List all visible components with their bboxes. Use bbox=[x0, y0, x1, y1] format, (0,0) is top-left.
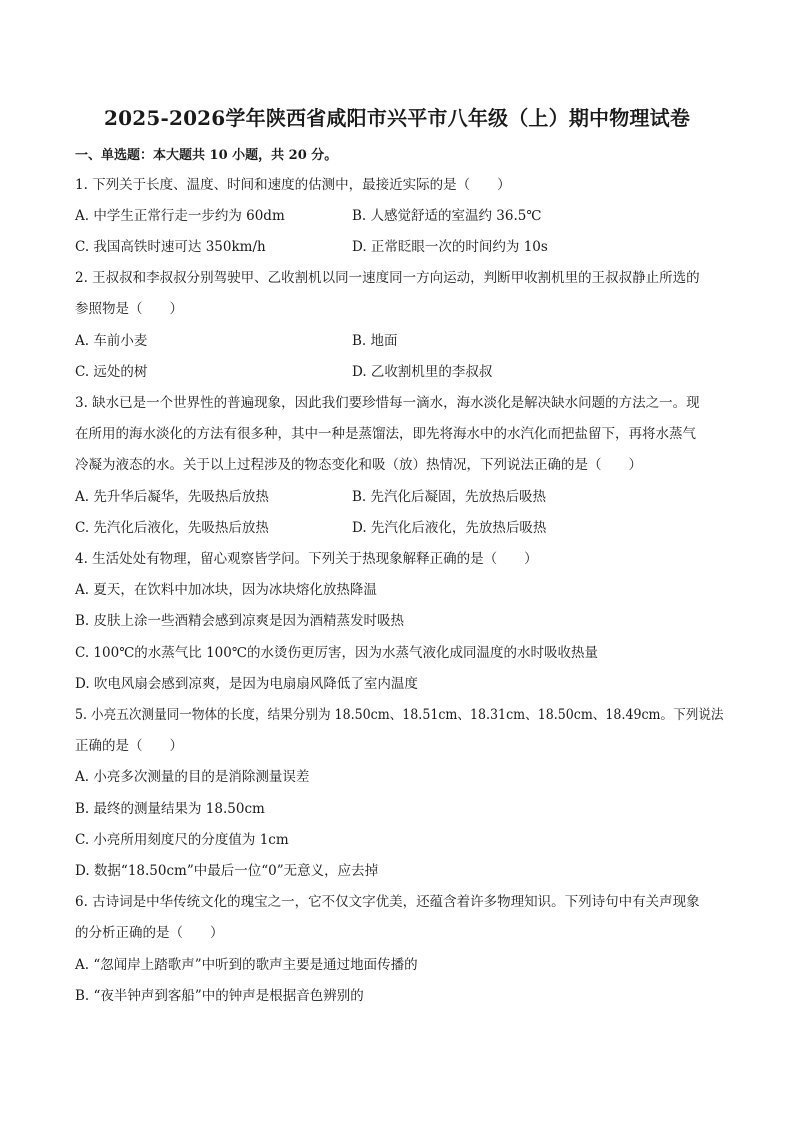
question-4-option-d: D. 吹电风扇会感到凉爽，是因为电扇扇风降低了室内温度 bbox=[75, 676, 418, 692]
question-5-option-d: D. 数据“18.50cm”中最后一位“0”无意义，应去掉 bbox=[75, 863, 379, 879]
question-1-option-d: D. 正常眨眼一次的时间约为 10s bbox=[352, 239, 548, 255]
question-5-stem-line-2: 正确的是（ ） bbox=[75, 738, 183, 754]
question-5-option-b: B. 最终的测量结果为 18.50cm bbox=[75, 801, 265, 817]
question-5-stem-line-1: 5. 小亮五次测量同一物体的长度，结果分别为 18.50cm、18.51cm、18.31cm、18.50cm、18.49cm。下列说法 bbox=[75, 707, 724, 723]
question-4-option-b: B. 皮肤上涂一些酒精会感到凉爽是因为酒精蒸发时吸热 bbox=[75, 613, 405, 629]
question-4-option-a: A. 夏天，在饮料中加冰块，因为冰块熔化放热降温 bbox=[75, 582, 377, 598]
question-1-stem: 1. 下列关于长度、温度、时间和速度的估测中，最接近实际的是（ ） bbox=[75, 177, 511, 193]
question-2-option-a: A. 车前小麦 bbox=[75, 333, 148, 349]
question-3-option-a: A. 先升华后凝华，先吸热后放热 bbox=[75, 489, 269, 505]
question-6-stem-line-2: 的分析正确的是（ ） bbox=[75, 925, 224, 941]
question-2-stem-line-1: 2. 王叔叔和李叔叔分别驾驶甲、乙收割机以同一速度同一方向运动，判断甲收割机里的王叔叔静止所选的 bbox=[75, 270, 700, 286]
question-4-option-c: C. 100℃的水蒸气比 100℃的水烫伤更厉害，因为水蒸气液化成同温度的水时吸收热量 bbox=[75, 645, 598, 661]
question-5-option-c: C. 小亮所用刻度尺的分度值为 1cm bbox=[75, 832, 289, 848]
question-3-stem-line-3: 冷凝为液态的水。关于以上过程涉及的物态变化和吸（放）热情况，下列说法正确的是（ ） bbox=[75, 457, 642, 473]
question-2-option-d: D. 乙收割机里的李叔叔 bbox=[352, 364, 493, 380]
question-2-option-c: C. 远处的树 bbox=[75, 364, 148, 380]
question-1-option-b: B. 人感觉舒适的室温约 36.5℃ bbox=[352, 208, 542, 224]
question-3-stem-line-2: 在所用的海水淡化的方法有很多种，其中一种是蒸馏法，即先将海水中的水汽化而把盐留下，再将水蒸气 bbox=[75, 426, 696, 442]
question-4-stem: 4. 生活处处有物理，留心观察皆学问。下列关于热现象解释正确的是（ ） bbox=[75, 551, 538, 567]
question-6-option-a: A. “忽闻岸上踏歌声”中听到的歌声主要是通过地面传播的 bbox=[75, 957, 418, 973]
question-3-option-d: D. 先汽化后液化，先放热后吸热 bbox=[352, 520, 547, 536]
question-6-stem-line-1: 6. 古诗词是中华传统文化的瑰宝之一，它不仅文字优美，还蕴含着许多物理知识。下列诗句中有关声现象 bbox=[75, 894, 700, 910]
exam-title: 2025-2026学年陕西省咸阳市兴平市八年级（上）期中物理试卷 bbox=[103, 106, 691, 130]
question-3-option-c: C. 先汽化后液化，先吸热后放热 bbox=[75, 520, 269, 536]
question-3-stem-line-1: 3. 缺水已是一个世界性的普遍现象，因此我们要珍惜每一滴水，海水淡化是解决缺水问题的方法之一。现 bbox=[75, 395, 700, 411]
question-2-option-b: B. 地面 bbox=[352, 333, 398, 349]
question-6-option-b: B. “夜半钟声到客船”中的钟声是根据音色辨别的 bbox=[75, 988, 364, 1004]
question-3-option-b: B. 先汽化后凝固，先放热后吸热 bbox=[352, 489, 547, 505]
question-2-stem-line-2: 参照物是（ ） bbox=[75, 301, 183, 317]
question-5-option-a: A. 小亮多次测量的目的是消除测量误差 bbox=[75, 769, 310, 785]
question-1-option-a: A. 中学生正常行走一步约为 60dm bbox=[75, 208, 285, 224]
section-heading: 一、单选题：本大题共 10 小题，共 20 分。 bbox=[75, 148, 338, 163]
question-1-option-c: C. 我国高铁时速可达 350km/h bbox=[75, 239, 266, 255]
